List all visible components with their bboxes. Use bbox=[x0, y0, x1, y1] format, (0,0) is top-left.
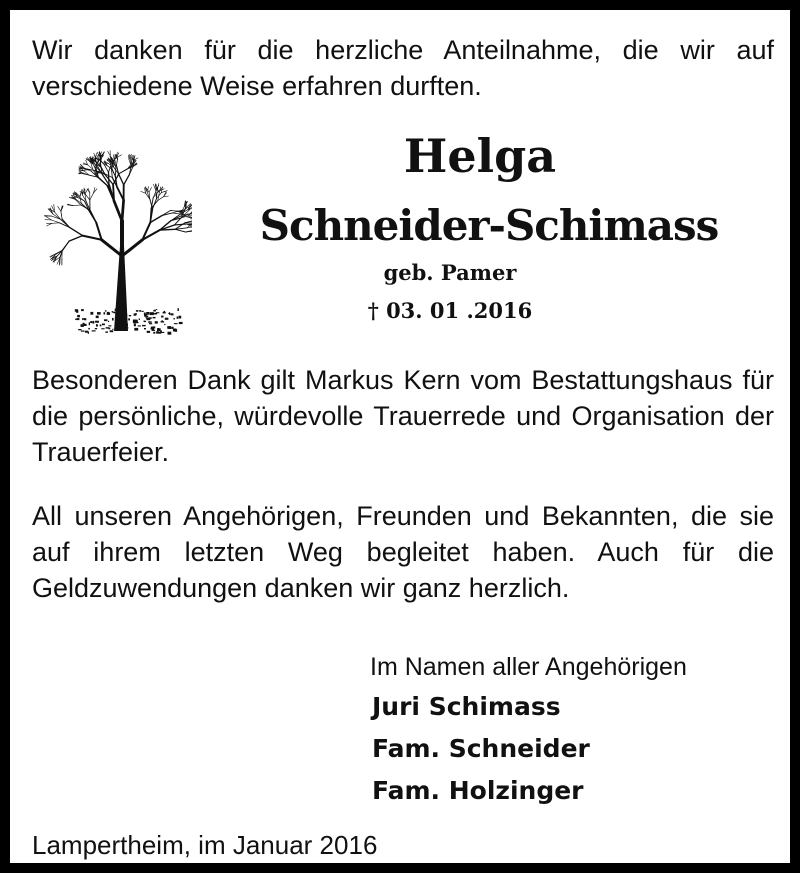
deceased-first-name: Helga bbox=[403, 129, 557, 183]
thanks-paragraph: All unseren Angehörigen, Freunden und Bekannten, die sie auf ihrem letzten Weg begleitet haben. Auch für die Geldzuwendungen danken wir ganz herzlich. bbox=[32, 501, 774, 603]
place-date: Lampertheim, im Januar 2016 bbox=[32, 830, 378, 860]
signature-intro: Im Namen aller Angehörigen bbox=[370, 653, 687, 681]
thanks-paragraph: Besonderen Dank gilt Markus Kern vom Bestattungshaus für die persönliche, würdevolle Trauerrede und Organisation der Trauerfeier. bbox=[32, 365, 774, 467]
signatory: Fam. Holzinger bbox=[372, 776, 584, 805]
born-name: geb. Pamer bbox=[383, 260, 517, 285]
deceased-last-name: Schneider-Schimass bbox=[259, 201, 719, 250]
intro-text: Wir danken für die herzliche Anteilnahme, die wir auf verschiedene Weise erfahren durften. bbox=[32, 35, 774, 101]
signatory: Juri Schimass bbox=[372, 692, 561, 721]
death-date: † 03. 01 .2016 bbox=[367, 298, 533, 323]
tree-icon bbox=[44, 126, 192, 338]
signatory: Fam. Schneider bbox=[372, 734, 590, 763]
